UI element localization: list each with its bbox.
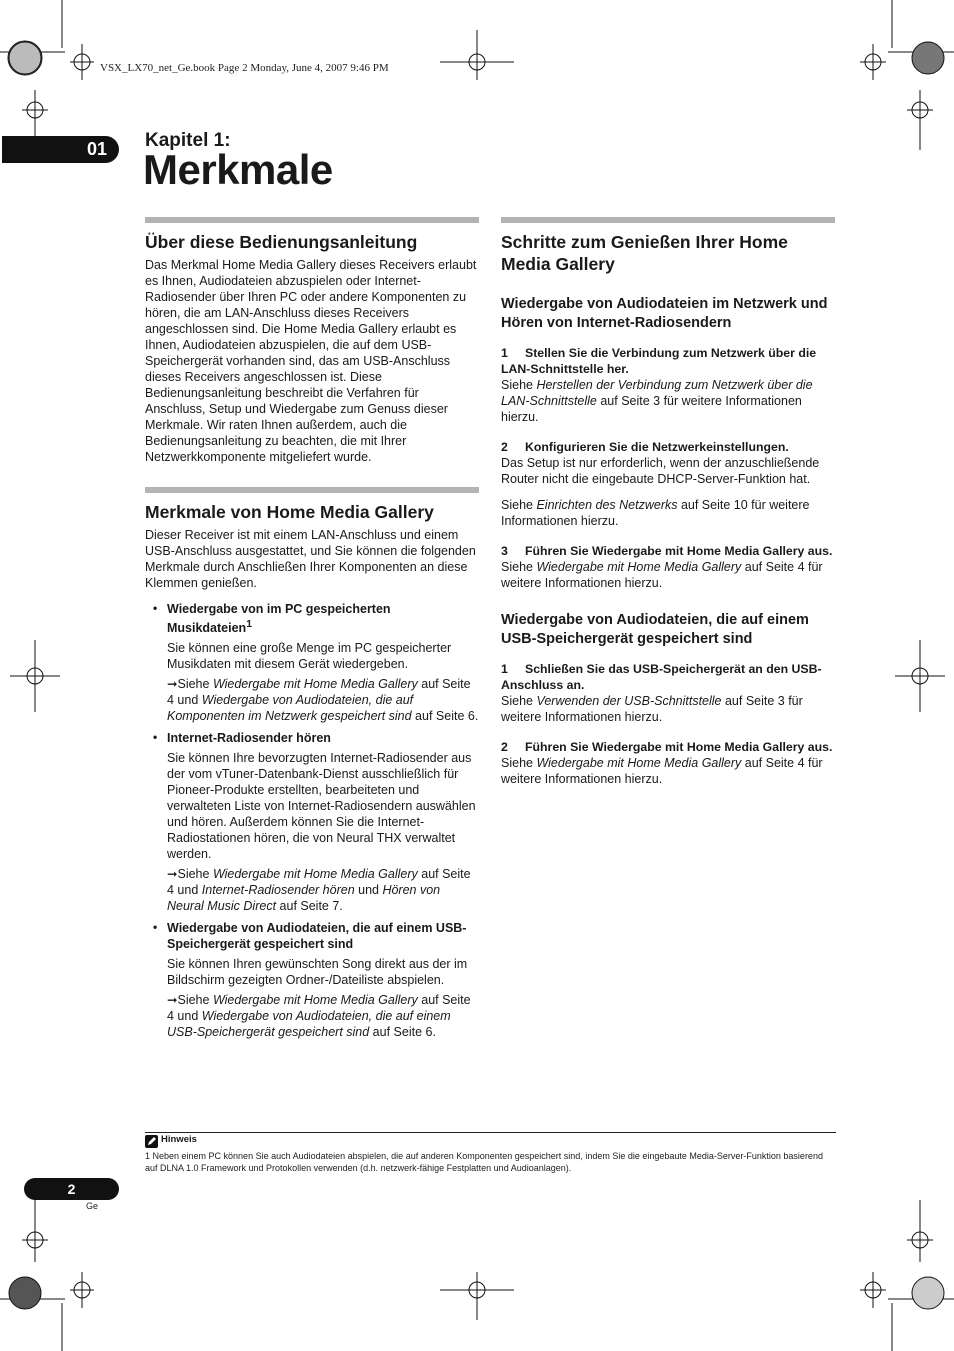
feature-description: Sie können eine große Menge im PC gespeicherter Musikdaten mit diesem Gerät wiedergeben. bbox=[167, 641, 452, 672]
chapter-number: 01 bbox=[86, 139, 107, 159]
section-heading-steps: Schritte zum Genießen Ihrer Home Media Gallery bbox=[501, 232, 788, 274]
step-reference: Siehe Herstellen der Verbindung zum Netzwerk über die LAN-Schnittstelle auf Seite 3 für weitere Informationen hierzu. bbox=[501, 378, 813, 424]
bullet-icon: • bbox=[153, 920, 158, 935]
cross-ref-link[interactable]: Verwenden der USB-Schnittstelle bbox=[536, 694, 722, 708]
cross-ref-link[interactable]: Wiedergabe mit Home Media Gallery bbox=[536, 560, 742, 574]
step-number: 2 bbox=[501, 740, 508, 754]
step bbox=[501, 439, 835, 529]
right-column bbox=[501, 217, 835, 801]
step bbox=[501, 345, 835, 425]
book-info-line: VSX_LX70_net_Ge.book Page 2 Monday, June 4, 2007 9:46 PM bbox=[100, 62, 389, 74]
section-body-manual: Das Merkmal Home Media Gallery dieses Receivers erlaubt es Ihnen, Audiodateien abzuspielen oder Internet-Radiosender über Ihren PC oder andere Komponenten zu hören, die am LAN-Anschluss dieses Receivers angeschlossen sind. Die Home Media Gallery erlaubt es Ihnen, Audiodateien abzuspielen, die auf dem USB-Speichergerät vorhanden sind, das am USB-Anschluss dieses Receivers angeschlossen ist. Diese Bedienungsanleitung beschreibt die Verfahren für Anschluss, Setup und Wiedergabe zum Genuss dieser Merkmale. Wir raten Ihnen außerdem, auch die Bedienungsanleitung zu beachten, die mit Ihrer Netzwerkkomponente mitgeliefert wurde. bbox=[145, 258, 477, 464]
bullet-icon: • bbox=[153, 730, 158, 745]
cross-ref-link[interactable]: Herstellen der Verbindung zum Netzwerk über die LAN-Schnittstelle bbox=[501, 378, 813, 408]
bullet-icon: • bbox=[153, 601, 158, 615]
note-pencil-icon bbox=[145, 1135, 158, 1148]
section-divider bbox=[501, 217, 835, 223]
feature-title: Wiedergabe von im PC gespeicherten Musikdateien bbox=[167, 602, 391, 636]
feature-list bbox=[145, 601, 479, 1040]
feature-reference: ➞Siehe Wiedergabe mit Home Media Gallery auf Seite 4 und Wiedergabe von Audiodateien, die auf einem USB-Speichergerät gespeichert sind auf Seite 6. bbox=[167, 993, 471, 1040]
cross-ref-link[interactable]: Wiedergabe mit Home Media Gallery bbox=[212, 993, 418, 1008]
arrow-icon: ➞ bbox=[167, 677, 178, 692]
section-divider bbox=[145, 217, 479, 223]
step-title: Konfigurieren Sie die Netzwerkeinstellungen. bbox=[525, 440, 789, 454]
footnote-title: Hinweis bbox=[161, 1134, 197, 1145]
chapter-number-tab bbox=[2, 136, 119, 163]
step-reference: Siehe Verwenden der USB-Schnittstelle auf Seite 3 für weitere Informationen hierzu. bbox=[501, 694, 803, 724]
step-title: Schließen Sie das USB-Speichergerät an den USB-Anschluss an. bbox=[501, 662, 822, 692]
step-title: Stellen Sie die Verbindung zum Netzwerk über die LAN-Schnittstelle her. bbox=[501, 346, 817, 376]
cross-ref-link[interactable]: Wiedergabe mit Home Media Gallery bbox=[536, 756, 742, 770]
step bbox=[501, 543, 835, 591]
feature-title: Internet-Radiosender hören bbox=[167, 731, 331, 746]
step-number: 1 bbox=[501, 662, 508, 676]
feature-title: Wiedergabe von Audiodateien, die auf einem USB-Speichergerät gespeichert sind bbox=[167, 921, 467, 952]
list-item bbox=[145, 730, 479, 914]
cross-ref-link[interactable]: Internet-Radiosender hören bbox=[201, 883, 355, 898]
page-title: Merkmale bbox=[143, 146, 333, 193]
step-title: Führen Sie Wiedergabe mit Home Media Gallery aus. bbox=[525, 544, 833, 558]
subsection-heading-network: Wiedergabe von Audiodateien im Netzwerk und Hören von Internet-Radiosendern bbox=[501, 296, 828, 331]
step-description: Das Setup ist nur erforderlich, wenn der anzuschließende Router nicht die eingebaute DHCP-Server-Funktion hat. bbox=[501, 456, 820, 486]
language-code: Ge bbox=[86, 1201, 99, 1211]
step bbox=[501, 661, 835, 725]
step bbox=[501, 739, 835, 787]
step-number: 3 bbox=[501, 544, 508, 558]
subsection-heading-usb: Wiedergabe von Audiodateien, die auf einem USB-Speichergerät gespeichert sind bbox=[501, 612, 809, 647]
step-number: 2 bbox=[501, 440, 508, 454]
list-item bbox=[145, 601, 479, 724]
cross-ref-link[interactable]: Wiedergabe von Audiodateien, die auf einem USB-Speichergerät gespeichert sind bbox=[167, 1009, 451, 1040]
feature-description: Sie können Ihren gewünschten Song direkt aus der im Bildschirm gezeigten Ordner-/Dateiliste abspielen. bbox=[167, 957, 468, 988]
cross-ref-link[interactable]: Einrichten des Netzwerks bbox=[536, 498, 678, 512]
feature-reference: ➞Siehe Wiedergabe mit Home Media Gallery auf Seite 4 und Internet-Radiosender hören und Hören von Neural Music Direct auf Seite 7. bbox=[167, 867, 471, 914]
cross-ref-link[interactable]: Wiedergabe mit Home Media Gallery bbox=[212, 867, 418, 882]
feature-reference: ➞Siehe Wiedergabe mit Home Media Gallery auf Seite 4 und Wiedergabe von Audiodateien, die auf Komponenten im Netzwerk gespeichert sind auf Seite 6. bbox=[167, 677, 479, 724]
footnote-divider bbox=[145, 1132, 836, 1133]
page-number-tab bbox=[24, 1178, 119, 1200]
step-reference: Siehe Einrichten des Netzwerks auf Seite 10 für weitere Informationen hierzu. bbox=[501, 498, 810, 528]
section-heading-manual: Über diese Bedienungsanleitung bbox=[145, 232, 418, 252]
step-reference: Siehe Wiedergabe mit Home Media Gallery auf Seite 4 für weitere Informationen hierzu. bbox=[501, 756, 823, 786]
chapter-label: Kapitel 1: bbox=[145, 130, 231, 151]
cross-ref-link[interactable]: Wiedergabe mit Home Media Gallery bbox=[212, 677, 418, 692]
arrow-icon: ➞ bbox=[167, 993, 178, 1008]
step-number: 1 bbox=[501, 346, 508, 360]
arrow-icon: ➞ bbox=[167, 867, 178, 882]
section-divider bbox=[145, 487, 479, 493]
left-column bbox=[145, 217, 479, 1046]
step-title: Führen Sie Wiedergabe mit Home Media Gallery aus. bbox=[525, 740, 833, 754]
cross-ref-link[interactable]: Hören von Neural Music Direct bbox=[167, 883, 441, 914]
footnote-text: 1 Neben einem PC können Sie auch Audiodateien abspielen, die auf anderen Komponenten gespeichert sind, indem Sie die eingebaute Media-Server-Funktion basierend auf DLNA 1.0 Framework und Protokollen verwenden (d.h. netzwerk-fähige Festplatten und Audioanlagen). bbox=[145, 1151, 823, 1173]
registration-wheel-icon bbox=[9, 42, 41, 74]
list-item bbox=[145, 920, 479, 1040]
cross-ref-link[interactable]: Wiedergabe von Audiodateien, die auf Komponenten im Netzwerk gespeichert sind bbox=[167, 693, 414, 724]
section-heading-features: Merkmale von Home Media Gallery bbox=[145, 502, 434, 522]
features-intro: Dieser Receiver ist mit einem LAN-Anschluss und einem USB-Anschluss ausgestattet, und Sie können die folgenden Merkmale durch Anschließen Ihrer Komponenten an diese Klemmen genießen. bbox=[145, 528, 476, 590]
feature-description: Sie können Ihre bevorzugten Internet-Radiosender aus der vom vTuner-Datenbank-Dienst ausschließlich für Pioneer-Produkte erstellten, bearbeiteten und verwalteten Liste von Internet-Radiosendern auswählen und hören. Außerdem können Sie die Internet-Radiostationen hören, die von Neural THX verwaltet werden. bbox=[167, 751, 476, 862]
page-number: 2 bbox=[67, 1181, 76, 1197]
step-reference: Siehe Wiedergabe mit Home Media Gallery auf Seite 4 für weitere Informationen hierzu. bbox=[501, 560, 823, 590]
footnote-ref[interactable]: 1 bbox=[246, 619, 252, 630]
